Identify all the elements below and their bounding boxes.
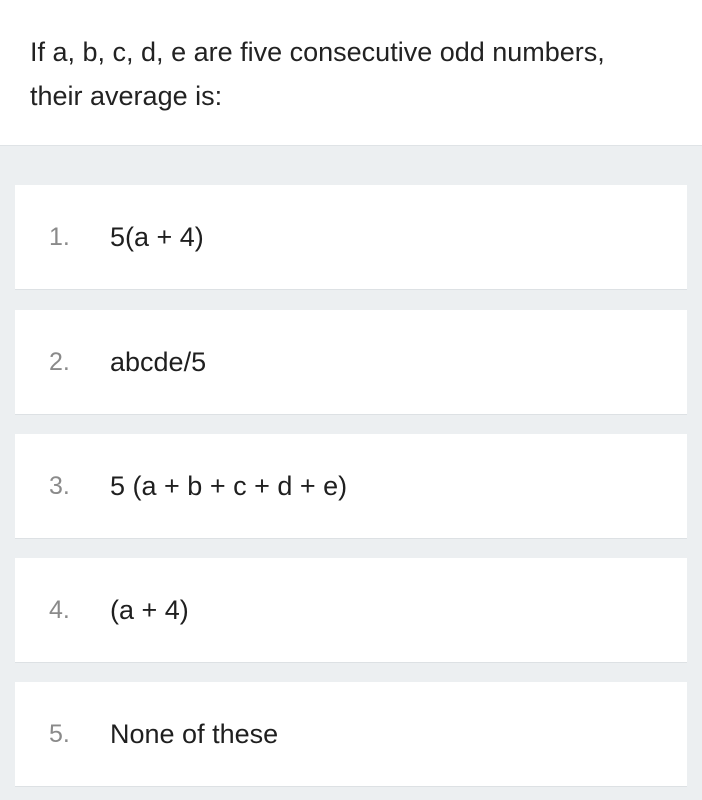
option-5[interactable] xyxy=(15,682,687,787)
option-number: 3. xyxy=(49,472,70,500)
option-3[interactable] xyxy=(15,434,687,539)
option-1[interactable] xyxy=(15,185,687,290)
option-text: (a + 4) xyxy=(110,595,189,625)
option-text: 5(a + 4) xyxy=(110,222,204,252)
option-2[interactable] xyxy=(15,310,687,415)
options-list xyxy=(0,146,702,800)
question-panel xyxy=(0,0,702,146)
question-line-2: their average is: xyxy=(30,81,223,111)
option-4[interactable] xyxy=(15,558,687,663)
question-text xyxy=(30,30,670,118)
question-line-1: If a, b, c, d, e are five consecutive odd numbers, xyxy=(30,37,605,67)
option-text: 5 (a + b + c + d + e) xyxy=(110,471,348,501)
option-text: abcde/5 xyxy=(110,347,207,377)
option-number: 2. xyxy=(49,348,70,376)
option-number: 5. xyxy=(49,720,70,748)
option-number: 1. xyxy=(49,223,70,251)
option-text: None of these xyxy=(110,719,279,749)
option-number: 4. xyxy=(49,596,70,624)
